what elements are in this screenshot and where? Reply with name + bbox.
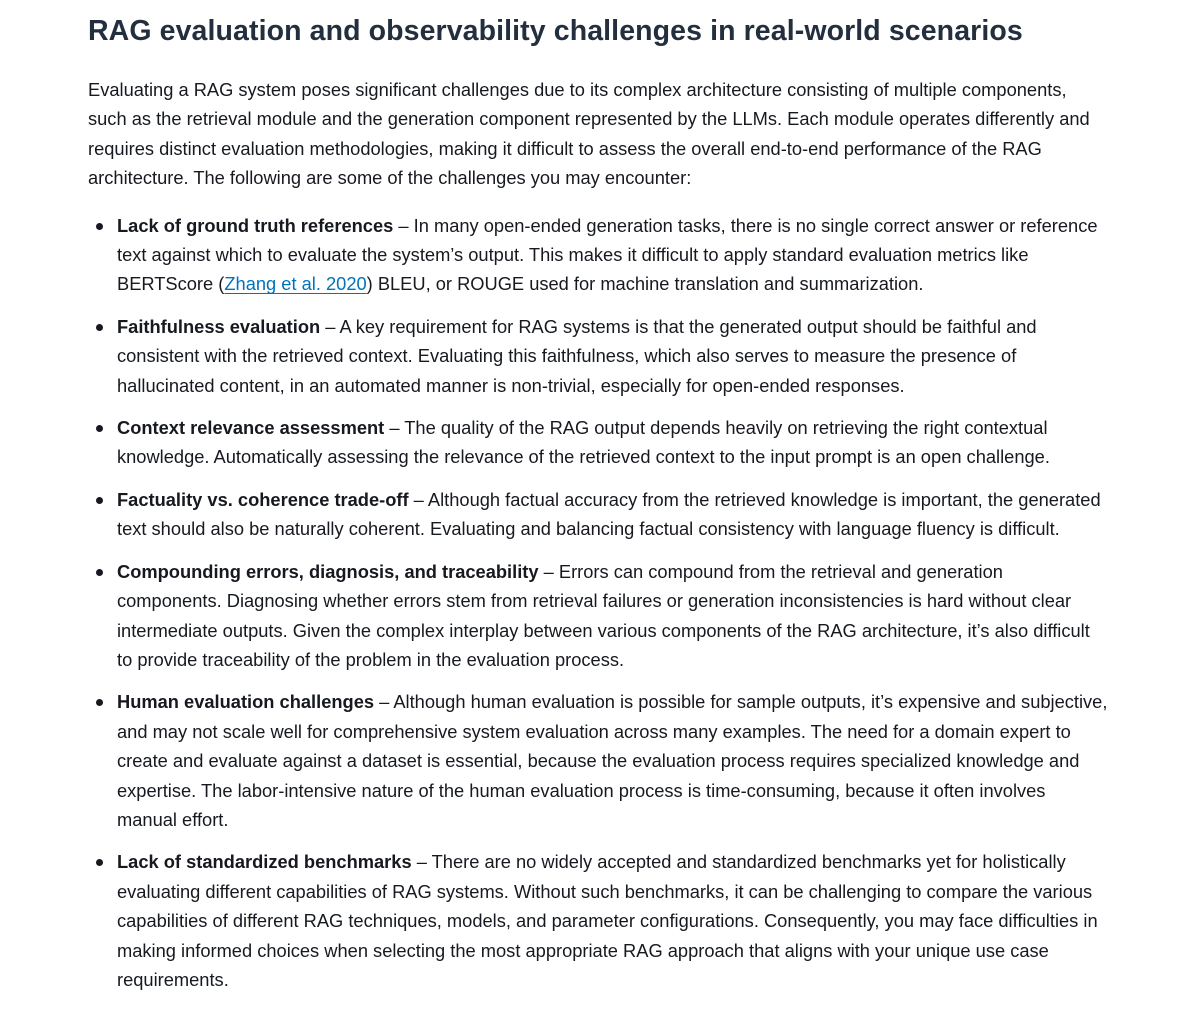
list-item-faithfulness [88, 312, 1108, 400]
bullet-term: Compounding errors, diagnosis, and traceability [117, 560, 539, 582]
bullet-term: Lack of ground truth references [117, 214, 394, 236]
bullet-text: – Errors can compound from the retrieval and generation components. Diagnosing whether errors stem from retrieval failures or generation inconsistencies is hard without clear intermediate outputs. Given the complex interplay between various components of the RAG architecture, it’s also difficult to provide traceability of the problem in the evaluation process. [117, 560, 1090, 670]
bullet-text: – The quality of the RAG output depends heavily on retrieving the right contextual knowledge. Automatically assessing the relevance of the retrieved context to the input prompt is an open challenge. [117, 417, 1050, 468]
bullet-term: Human evaluation challenges [117, 691, 375, 713]
citation-link-zhang-2020[interactable]: Zhang et al. 2020 [224, 273, 367, 295]
bullet-dot [96, 425, 103, 432]
bullet-dot [96, 859, 103, 866]
list-item-ground-truth [88, 211, 1108, 299]
list-item-context-relevance [88, 413, 1108, 472]
bullet-dot [96, 699, 103, 706]
bullet-term: Factuality vs. coherence trade-off [117, 488, 409, 510]
bullet-term: Faithfulness evaluation [117, 315, 321, 337]
bullet-text-continued: ) BLEU, or ROUGE used for machine translation and summarization. [366, 273, 924, 295]
section-title: RAG evaluation and observability challenges in real-world scenarios [88, 15, 1023, 47]
list-item-factuality-coherence [88, 485, 1108, 544]
bullet-term: Lack of standardized benchmarks [117, 851, 412, 873]
intro-paragraph: Evaluating a RAG system poses significant challenges due to its complex architecture consisting of multiple components, such as the retrieval module and the generation component represented by the LLMs. Each module operates differently and requires distinct evaluation methodologies, making it difficult to assess the overall end-to-end performance of the RAG architecture. The following are some of the challenges you may encounter: [88, 79, 1090, 189]
bullet-text: – There are no widely accepted and standardized benchmarks yet for holistically evaluating different capabilities of RAG systems. Without such benchmarks, it can be challenging to compare the various capabilities of different RAG techniques, models, and parameter configurations. Consequently, you may face difficulties in making informed choices when selecting the most appropriate RAG approach that aligns with your unique use case requirements. [117, 851, 1098, 990]
bullet-term: Context relevance assessment [117, 417, 385, 439]
challenges-list [88, 211, 1108, 995]
bullet-text: – A key requirement for RAG systems is that the generated output should be faithful and consistent with the retrieved context. Evaluating this faithfulness, which also serves to measure the presence of hallucinated content, in an automated manner is non-trivial, especially for open-ended responses. [117, 315, 1037, 396]
bullet-dot [96, 324, 103, 331]
article [88, 0, 1108, 1007]
list-item-compounding-errors [88, 557, 1108, 675]
bullet-text: – In many open-ended generation tasks, there is no single correct answer or reference text against which to evaluate the system’s output. This makes it difficult to apply standard evaluation metrics like BERTScore ( [117, 214, 1098, 295]
list-item-standardized-benchmarks [88, 847, 1108, 994]
bullet-text: – Although human evaluation is possible for sample outputs, it’s expensive and subjective, and may not scale well for comprehensive system evaluation across many examples. The need for a domain expert to create and evaluate against a dataset is essential, because the evaluation process requires specialized knowledge and expertise. The labor-intensive nature of the human evaluation process is time-consuming, because it often involves manual effort. [117, 691, 1108, 830]
bullet-dot [96, 223, 103, 230]
bullet-text: – Although factual accuracy from the retrieved knowledge is important, the generated text should also be naturally coherent. Evaluating and balancing factual consistency with language fluency is difficult. [117, 488, 1101, 540]
bullet-dot [96, 497, 103, 504]
bullet-dot [96, 569, 103, 576]
list-item-human-evaluation [88, 687, 1108, 834]
